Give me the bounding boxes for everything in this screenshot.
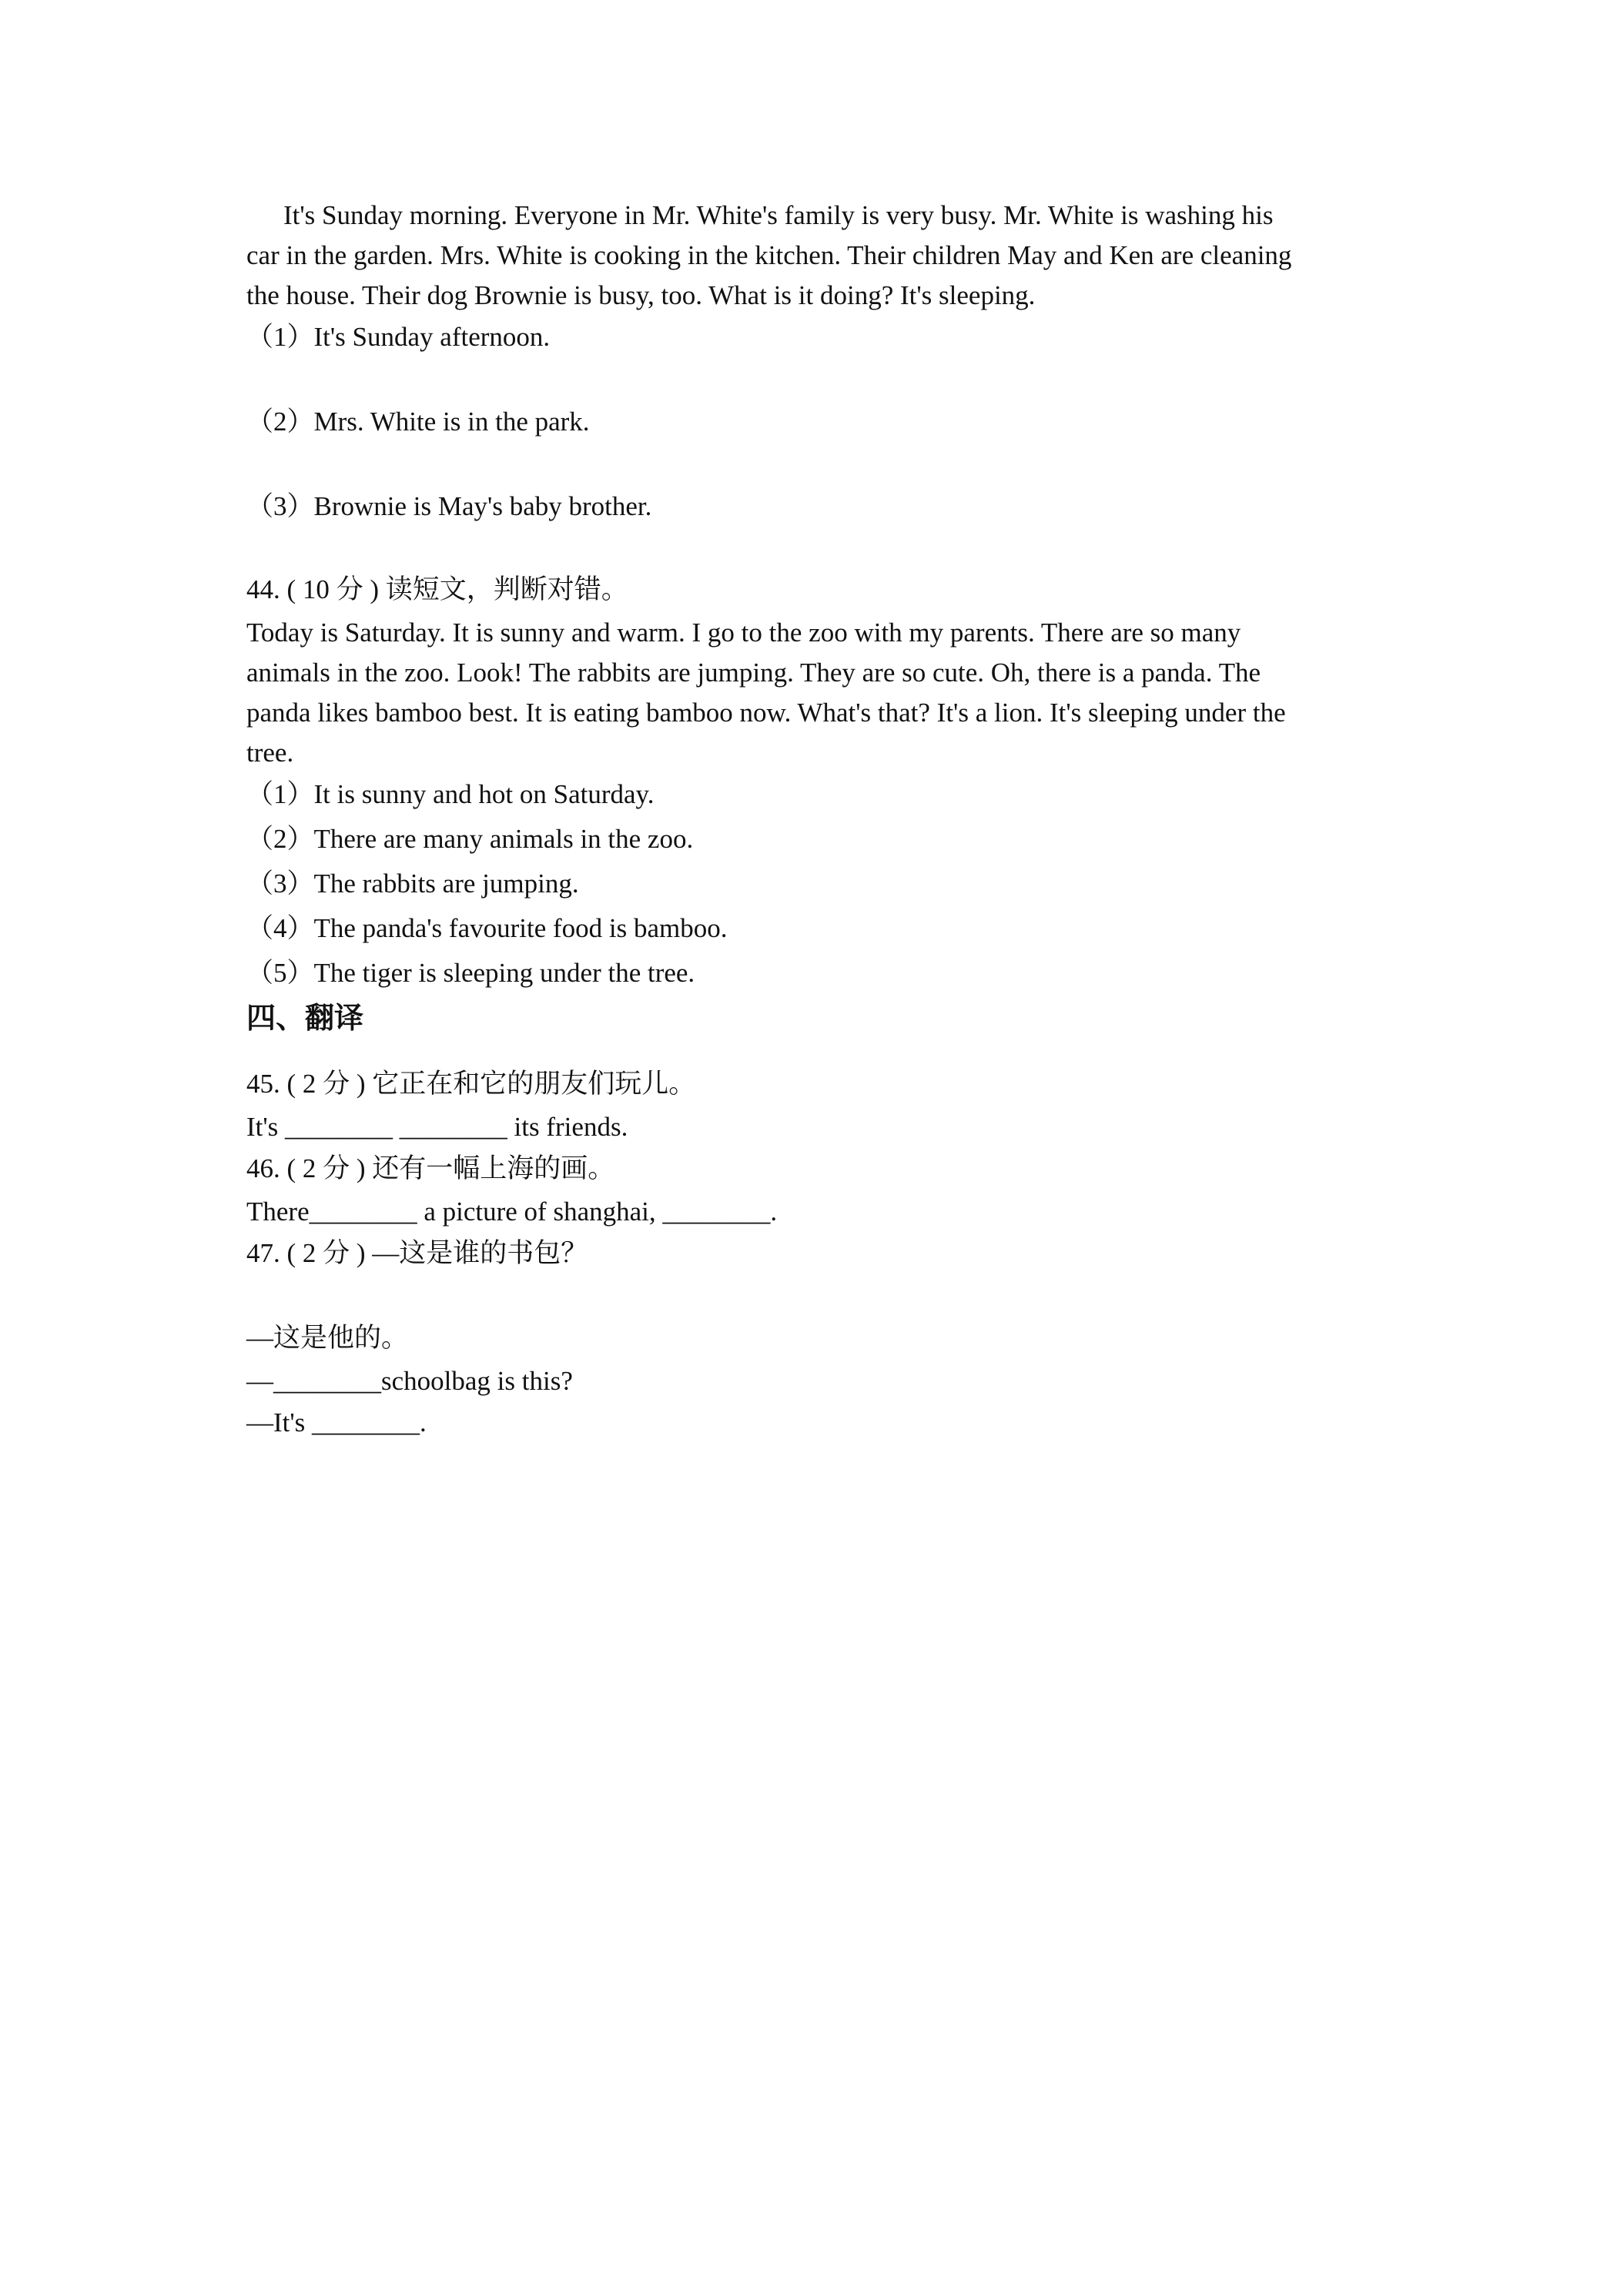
passage-44-line-2: animals in the zoo. Look! The rabbits are jumping. They are so cute. Oh, there is a panda. The bbox=[246, 658, 1261, 688]
passage-44-line-3: panda likes bamboo best. It is eating bamboo now. What's that? It's a lion. It's sleeping under the bbox=[246, 698, 1286, 728]
question-46-header: 46. ( 2 分 ) 还有一幅上海的画。 bbox=[246, 1153, 615, 1183]
question-44-header: 44. ( 10 分 ) 读短文，判断对错。 bbox=[246, 574, 628, 604]
passage-43-line-2: car in the garden. Mrs. White is cooking in the kitchen. Their children May and Ken are cleaning bbox=[246, 240, 1292, 270]
question-47-header: 47. ( 2 分 ) —这是谁的书包？ bbox=[246, 1238, 588, 1268]
statement-43-3: （3）Brownie is May's baby brother. bbox=[246, 491, 652, 521]
passage-43-line-1: It's Sunday morning. Everyone in Mr. White's family is very busy. Mr. White is washing his bbox=[283, 200, 1274, 230]
question-47-answer-line-1: —________schoolbag is this? bbox=[246, 1366, 573, 1396]
document-page bbox=[246, 0, 1378, 2296]
passage-44-line-4: tree. bbox=[246, 738, 294, 768]
statement-44-2: （2）There are many animals in the zoo. bbox=[246, 824, 694, 854]
statement-44-3: （3）The rabbits are jumping. bbox=[246, 869, 579, 899]
question-45-header: 45. ( 2 分 ) 它正在和它的朋友们玩儿。 bbox=[246, 1069, 696, 1099]
statement-43-1: （1）It's Sunday afternoon. bbox=[246, 322, 551, 352]
question-47-reply-cn: —这是他的。 bbox=[246, 1323, 409, 1353]
passage-44-line-1: Today is Saturday. It is sunny and warm. I go to the zoo with my parents. There are so many bbox=[246, 618, 1241, 648]
statement-43-2: （2）Mrs. White is in the park. bbox=[246, 407, 590, 437]
question-47-answer-line-2: —It's ________. bbox=[246, 1407, 427, 1438]
section-heading-translation: 四、翻译 bbox=[246, 1001, 364, 1035]
question-46-answer-line: There________ a picture of shanghai, ________. bbox=[246, 1197, 778, 1227]
passage-43-line-3: the house. Their dog Brownie is busy, too. What is it doing? It's sleeping. bbox=[246, 280, 1036, 310]
statement-44-5: （5）The tiger is sleeping under the tree. bbox=[246, 958, 695, 988]
statement-44-4: （4）The panda's favourite food is bamboo. bbox=[246, 913, 728, 943]
statement-44-1: （1）It is sunny and hot on Saturday. bbox=[246, 779, 655, 809]
question-45-answer-line: It's ________ ________ its friends. bbox=[246, 1112, 628, 1142]
